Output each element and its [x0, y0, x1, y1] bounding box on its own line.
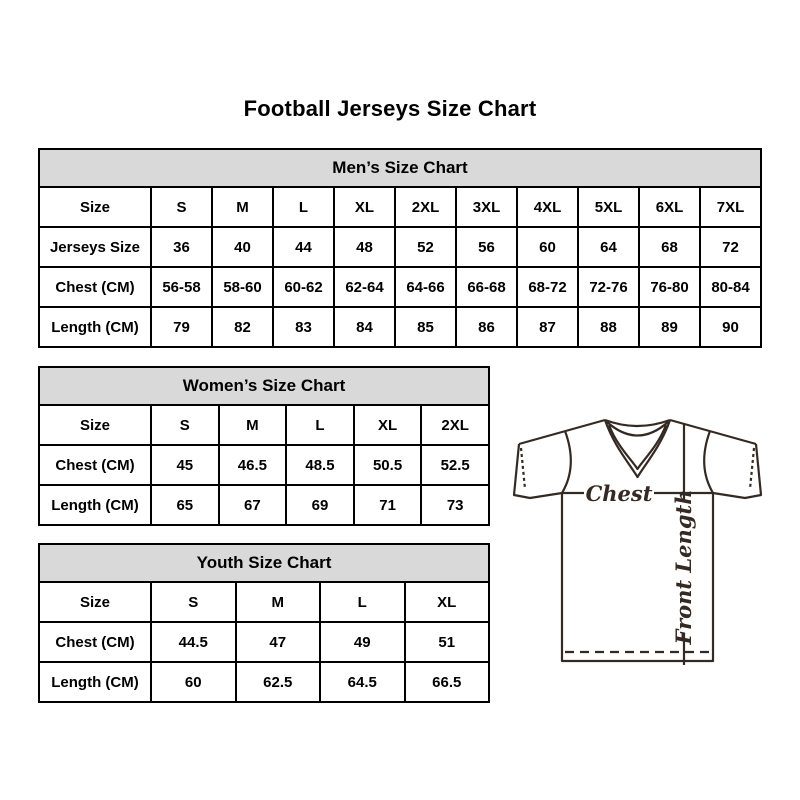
- table-cell: 40: [212, 227, 273, 267]
- table-cell: 68-72: [517, 267, 578, 307]
- table-cell: 65: [151, 485, 219, 525]
- table-cell: 46.5: [219, 445, 287, 485]
- table-cell: S: [151, 187, 212, 227]
- table-cell: 83: [273, 307, 334, 347]
- table-cell: XL: [334, 187, 395, 227]
- table-cell: 52: [395, 227, 456, 267]
- table-cell: 62-64: [334, 267, 395, 307]
- table-cell: 52.5: [421, 445, 489, 485]
- table-cell: 85: [395, 307, 456, 347]
- row-label: Length (CM): [39, 662, 151, 702]
- youth-size-table: [38, 543, 490, 703]
- table-cell: XL: [405, 582, 490, 622]
- table-cell: 45: [151, 445, 219, 485]
- table-cell: 64: [578, 227, 639, 267]
- table-cell: 56: [456, 227, 517, 267]
- table-cell: 60-62: [273, 267, 334, 307]
- table-cell: 51: [405, 622, 490, 662]
- jersey-left-sleeve: [514, 444, 562, 498]
- table-row: [39, 582, 489, 622]
- table-cell: 44: [273, 227, 334, 267]
- table-cell: L: [286, 405, 354, 445]
- table-cell: 84: [334, 307, 395, 347]
- table-cell: 47: [236, 622, 321, 662]
- table-cell: 71: [354, 485, 422, 525]
- table-cell: 6XL: [639, 187, 700, 227]
- table-cell: 82: [212, 307, 273, 347]
- table-cell: 66-68: [456, 267, 517, 307]
- table-cell: 76-80: [639, 267, 700, 307]
- table-row: [39, 445, 489, 485]
- table-row: [39, 405, 489, 445]
- table-cell: 5XL: [578, 187, 639, 227]
- row-label: Chest (CM): [39, 267, 151, 307]
- table-cell: S: [151, 582, 236, 622]
- table-row: [39, 267, 761, 307]
- table-cell: 36: [151, 227, 212, 267]
- youth-table-header-row: [39, 544, 489, 582]
- table-cell: 2XL: [421, 405, 489, 445]
- table-cell: 66.5: [405, 662, 490, 702]
- table-cell: 60: [151, 662, 236, 702]
- table-cell: 69: [286, 485, 354, 525]
- jersey-left-cuff-stitch: [521, 448, 525, 489]
- jersey-left-armhole-seam: [562, 431, 571, 493]
- table-row: [39, 662, 489, 702]
- table-cell: 48: [334, 227, 395, 267]
- table-cell: 64-66: [395, 267, 456, 307]
- table-cell: S: [151, 405, 219, 445]
- mens-size-table: [38, 148, 762, 348]
- womens-table-title: Women’s Size Chart: [39, 367, 489, 405]
- table-row: [39, 187, 761, 227]
- table-cell: 48.5: [286, 445, 354, 485]
- row-label: Size: [39, 582, 151, 622]
- row-label: Length (CM): [39, 485, 151, 525]
- table-cell: 68: [639, 227, 700, 267]
- table-cell: 86: [456, 307, 517, 347]
- table-cell: L: [273, 187, 334, 227]
- front-length-label: Front Length: [671, 489, 696, 645]
- table-cell: 50.5: [354, 445, 422, 485]
- table-cell: 79: [151, 307, 212, 347]
- row-label: Chest (CM): [39, 622, 151, 662]
- table-cell: 7XL: [700, 187, 761, 227]
- table-cell: 72-76: [578, 267, 639, 307]
- table-row: [39, 622, 489, 662]
- row-label: Size: [39, 187, 151, 227]
- table-cell: 60: [517, 227, 578, 267]
- chest-label: Chest: [585, 481, 653, 506]
- mens-table-title: Men’s Size Chart: [39, 149, 761, 187]
- table-cell: 2XL: [395, 187, 456, 227]
- table-cell: 58-60: [212, 267, 273, 307]
- table-cell: 67: [219, 485, 287, 525]
- table-cell: 49: [320, 622, 405, 662]
- table-cell: 62.5: [236, 662, 321, 702]
- table-cell: L: [320, 582, 405, 622]
- table-cell: 90: [700, 307, 761, 347]
- youth-table-title: Youth Size Chart: [39, 544, 489, 582]
- jersey-measurement-diagram: [505, 400, 775, 672]
- table-row: [39, 307, 761, 347]
- row-label: Length (CM): [39, 307, 151, 347]
- table-cell: 89: [639, 307, 700, 347]
- table-cell: M: [219, 405, 287, 445]
- womens-size-table: [38, 366, 490, 526]
- table-row: [39, 227, 761, 267]
- table-cell: M: [236, 582, 321, 622]
- jersey-right-sleeve: [713, 444, 761, 498]
- table-cell: 88: [578, 307, 639, 347]
- table-cell: XL: [354, 405, 422, 445]
- jersey-left-shoulder-edge: [519, 420, 605, 444]
- jersey-right-armhole-seam: [704, 431, 713, 493]
- mens-table-header-row: [39, 149, 761, 187]
- table-cell: M: [212, 187, 273, 227]
- row-label: Size: [39, 405, 151, 445]
- table-cell: 64.5: [320, 662, 405, 702]
- womens-table-header-row: [39, 367, 489, 405]
- table-cell: 72: [700, 227, 761, 267]
- table-row: [39, 485, 489, 525]
- jersey-collar-back: [605, 420, 670, 426]
- row-label: Chest (CM): [39, 445, 151, 485]
- page-title: Football Jerseys Size Chart: [243, 96, 537, 121]
- table-cell: 87: [517, 307, 578, 347]
- table-cell: 80-84: [700, 267, 761, 307]
- table-cell: 56-58: [151, 267, 212, 307]
- table-cell: 44.5: [151, 622, 236, 662]
- row-label: Jerseys Size: [39, 227, 151, 267]
- table-cell: 3XL: [456, 187, 517, 227]
- table-cell: 4XL: [517, 187, 578, 227]
- jersey-right-cuff-stitch: [750, 448, 754, 489]
- table-cell: 73: [421, 485, 489, 525]
